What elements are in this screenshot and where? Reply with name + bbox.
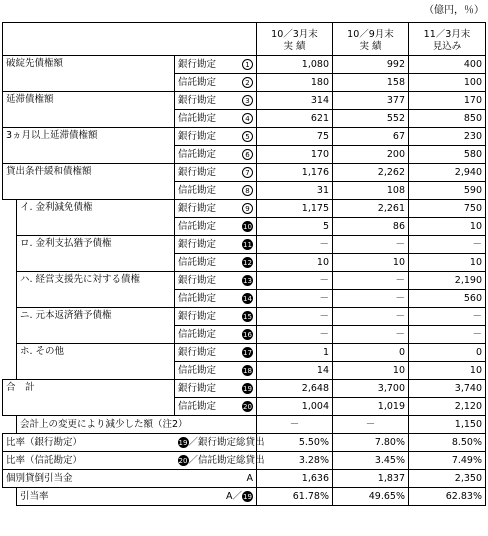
value-cell: － (333, 416, 409, 434)
value-cell: 49.65% (333, 488, 409, 506)
value-cell: 100 (409, 74, 486, 92)
value-cell: 552 (333, 110, 409, 128)
value-cell: 86 (333, 218, 409, 236)
value-cell: 5 (257, 218, 333, 236)
table-row (3, 380, 486, 398)
table-body (3, 23, 486, 506)
table-row (3, 164, 486, 182)
row-label: 貸出条件緩和債権額 (3, 164, 175, 200)
account-label: 銀行勘定 (175, 164, 235, 182)
indent-cell (3, 272, 17, 308)
value-cell: － (257, 290, 333, 308)
row-label: 比率（信託勘定） (3, 452, 175, 470)
value-cell: 2,261 (333, 200, 409, 218)
account-label: 信託勘定 (175, 74, 235, 92)
table-row (3, 452, 486, 470)
indent-cell (3, 344, 17, 380)
circled-number-cell (235, 128, 257, 146)
value-cell: 621 (257, 110, 333, 128)
value-cell: 2,350 (409, 470, 486, 488)
circled-number-cell (235, 362, 257, 380)
indent-cell (3, 200, 17, 236)
circled-number: 8 (242, 185, 253, 196)
value-cell: － (257, 308, 333, 326)
table-row (3, 308, 486, 326)
value-cell: － (257, 236, 333, 254)
circled-number-cell (235, 344, 257, 362)
value-cell: 10 (257, 254, 333, 272)
row-label: 延滞債権額 (3, 92, 175, 128)
ratio-formula: 20／信託勘定総貸出 (175, 452, 257, 470)
value-cell: 158 (333, 74, 409, 92)
row-label: 合 計 (3, 380, 175, 416)
circled-number: 11 (243, 240, 252, 249)
circled-number: 16 (243, 330, 252, 339)
circled-number-cell (235, 272, 257, 290)
circled-number: 12 (243, 258, 252, 267)
row-label: 比率（銀行勘定） (3, 434, 175, 452)
value-cell: 1,837 (333, 470, 409, 488)
value-cell: 580 (409, 146, 486, 164)
header-row (3, 23, 486, 56)
value-cell: － (333, 272, 409, 290)
col-header-1: 10／3月末 実 績 (257, 23, 333, 56)
unit-label: （億円，％） (424, 5, 484, 16)
circled-number: 14 (243, 294, 252, 303)
account-label: 信託勘定 (175, 254, 235, 272)
value-cell: － (257, 326, 333, 344)
col-header-2: 10／9月末 実 績 (333, 23, 409, 56)
mark-cell: A (235, 470, 257, 488)
circled-number: 17 (243, 348, 252, 357)
value-cell: － (257, 416, 333, 434)
account-label: 信託勘定 (175, 362, 235, 380)
account-label: 銀行勘定 (175, 380, 235, 398)
value-cell: 1,004 (257, 398, 333, 416)
circled-number-cell (235, 56, 257, 74)
row-label: 引当率 (17, 488, 175, 506)
value-cell: 67 (333, 128, 409, 146)
value-cell: 5.50% (257, 434, 333, 452)
row-label: イ. 金利減免債権 (17, 200, 175, 236)
account-label: 信託勘定 (175, 290, 235, 308)
circled-number-cell (235, 146, 257, 164)
table-row (3, 416, 486, 434)
account-label: 銀行勘定 (175, 236, 235, 254)
circled-number: 13 (243, 276, 252, 285)
value-cell: 1 (257, 344, 333, 362)
account-label: 信託勘定 (175, 182, 235, 200)
circled-number-cell (235, 218, 257, 236)
account-label: 信託勘定 (175, 326, 235, 344)
row-label: 会計上の変更により減少した額（注2） (17, 416, 257, 434)
ratio-formula: 19／銀行勘定総貸出 (175, 434, 257, 452)
value-cell: 7.49% (409, 452, 486, 470)
circled-number-cell (235, 254, 257, 272)
value-cell: － (409, 236, 486, 254)
circled-number: 18 (243, 366, 252, 375)
circled-number: 7 (242, 167, 253, 178)
account-label: 銀行勘定 (175, 200, 235, 218)
circled-number-cell (235, 236, 257, 254)
value-cell: 230 (409, 128, 486, 146)
circled-number-cell (235, 164, 257, 182)
account-label: 銀行勘定 (175, 128, 235, 146)
circled-number-cell (235, 308, 257, 326)
row-label: 3ヵ月以上延滞債権額 (3, 128, 175, 164)
value-cell: 10 (409, 218, 486, 236)
indent-cell (3, 308, 17, 344)
circled-number-cell (235, 182, 257, 200)
table-row (3, 200, 486, 218)
account-label: 信託勘定 (175, 398, 235, 416)
value-cell: 8.50% (409, 434, 486, 452)
circled-number: 19 (178, 438, 188, 447)
value-cell: 1,019 (333, 398, 409, 416)
account-label: 銀行勘定 (175, 272, 235, 290)
circled-number-cell (235, 74, 257, 92)
row-label: 個別貸倒引当金 (3, 470, 235, 488)
value-cell: 0 (409, 344, 486, 362)
circled-number: 4 (242, 113, 253, 124)
value-cell: 314 (257, 92, 333, 110)
circled-number-cell (235, 326, 257, 344)
value-cell: 7.80% (333, 434, 409, 452)
circled-number: 19 (243, 492, 252, 501)
circled-number: 5 (242, 131, 253, 142)
account-label: 信託勘定 (175, 218, 235, 236)
circled-number: 10 (243, 222, 252, 231)
circled-number-cell (235, 398, 257, 416)
value-cell: － (333, 290, 409, 308)
value-cell: 400 (409, 56, 486, 74)
value-cell: － (333, 326, 409, 344)
circled-number: 20 (243, 402, 252, 411)
value-cell: － (333, 308, 409, 326)
value-cell: 850 (409, 110, 486, 128)
circled-number: 6 (242, 149, 253, 160)
value-cell: 3.45% (333, 452, 409, 470)
circled-number: 19 (243, 384, 252, 393)
value-cell: 992 (333, 56, 409, 74)
value-cell: 1,080 (257, 56, 333, 74)
account-label: 銀行勘定 (175, 344, 235, 362)
circled-number: 15 (243, 312, 252, 321)
circled-number: 2 (242, 77, 253, 88)
circled-number: 1 (242, 59, 253, 70)
circled-number-cell (235, 110, 257, 128)
value-cell: 108 (333, 182, 409, 200)
header-blank (3, 23, 257, 56)
value-cell: 180 (257, 74, 333, 92)
value-cell: － (333, 236, 409, 254)
row-label: ハ. 経営支援先に対する債権 (17, 272, 175, 308)
value-cell: 0 (333, 344, 409, 362)
table-row (3, 344, 486, 362)
table-row (3, 470, 486, 488)
account-label: 銀行勘定 (175, 308, 235, 326)
table-row (3, 56, 486, 74)
value-cell: 170 (257, 146, 333, 164)
circled-number-cell (235, 380, 257, 398)
table-row (3, 434, 486, 452)
table-row (3, 272, 486, 290)
value-cell: － (409, 326, 486, 344)
value-cell: 2,120 (409, 398, 486, 416)
circled-number: 3 (242, 95, 253, 106)
value-cell: 3,700 (333, 380, 409, 398)
value-cell: 10 (409, 362, 486, 380)
table-row (3, 236, 486, 254)
value-cell: － (409, 308, 486, 326)
value-cell: 75 (257, 128, 333, 146)
indent-cell (3, 416, 17, 434)
value-cell: 1,175 (257, 200, 333, 218)
table-row (3, 488, 486, 506)
value-cell: － (257, 272, 333, 290)
value-cell: 2,648 (257, 380, 333, 398)
value-cell: 1,176 (257, 164, 333, 182)
value-cell: 31 (257, 182, 333, 200)
value-cell: 10 (333, 362, 409, 380)
indent-cell (3, 236, 17, 272)
account-label: 信託勘定 (175, 110, 235, 128)
circled-number: 9 (242, 203, 253, 214)
value-cell: 170 (409, 92, 486, 110)
value-cell: 560 (409, 290, 486, 308)
value-cell: 3,740 (409, 380, 486, 398)
row-label: 破綻先債権額 (3, 56, 175, 92)
value-cell: 200 (333, 146, 409, 164)
account-label: 銀行勘定 (175, 56, 235, 74)
value-cell: 62.83% (409, 488, 486, 506)
value-cell: 1,150 (409, 416, 486, 434)
value-cell: 10 (333, 254, 409, 272)
coverage-formula: A／19 (175, 488, 257, 506)
indent-cell (3, 488, 17, 506)
account-label: 信託勘定 (175, 146, 235, 164)
value-cell: 750 (409, 200, 486, 218)
value-cell: 377 (333, 92, 409, 110)
value-cell: 590 (409, 182, 486, 200)
circled-number: 20 (178, 456, 188, 465)
row-label: ホ. その他 (17, 344, 175, 380)
value-cell: 2,190 (409, 272, 486, 290)
circled-number-cell (235, 200, 257, 218)
circled-number-cell (235, 92, 257, 110)
row-label: ロ. 金利支払猶予債権 (17, 236, 175, 272)
row-label: ニ. 元本返済猶予債権 (17, 308, 175, 344)
value-cell: 1,636 (257, 470, 333, 488)
circled-number-cell (235, 290, 257, 308)
value-cell: 14 (257, 362, 333, 380)
table-row (3, 92, 486, 110)
value-cell: 10 (409, 254, 486, 272)
value-cell: 2,940 (409, 164, 486, 182)
nonperforming-loans-table (2, 22, 486, 506)
table-row (3, 128, 486, 146)
account-label: 銀行勘定 (175, 92, 235, 110)
value-cell: 2,262 (333, 164, 409, 182)
value-cell: 61.78% (257, 488, 333, 506)
col-header-3: 11／3月末 見込み (409, 23, 486, 56)
value-cell: 3.28% (257, 452, 333, 470)
